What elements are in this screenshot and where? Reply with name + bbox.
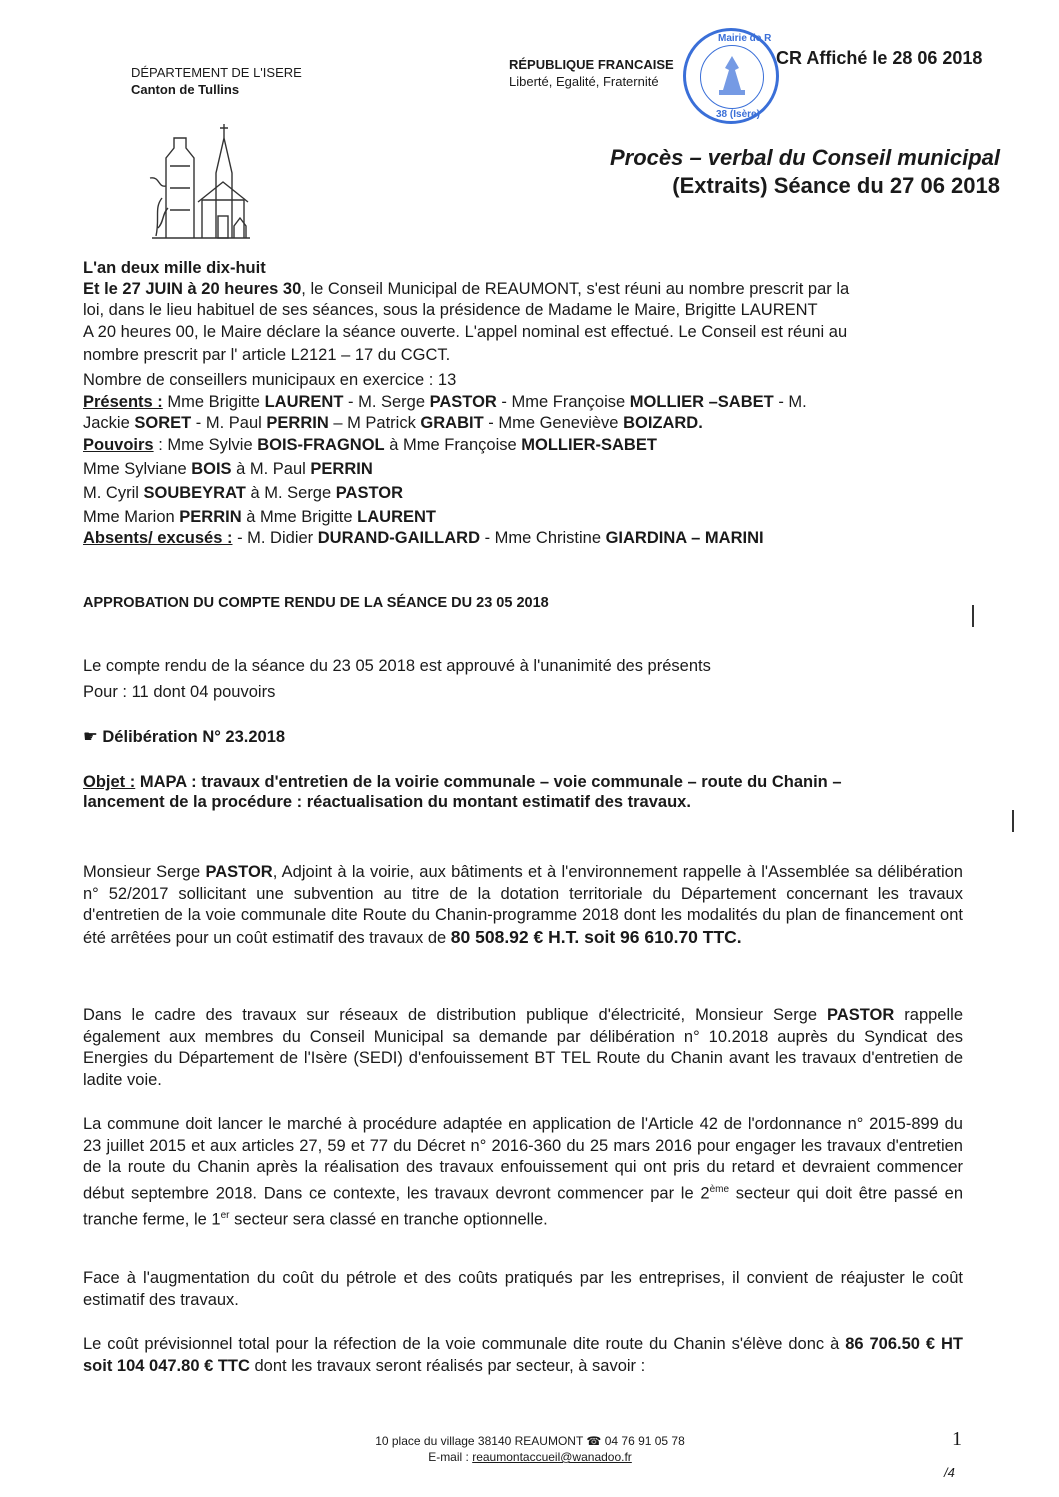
presents-text: Jackie: [83, 414, 135, 432]
presents-text: - Mme Geneviève: [483, 414, 624, 432]
presents-name: SORET: [134, 414, 192, 432]
pouvoirs-text: à Mme Françoise: [384, 436, 522, 454]
department-header: [131, 64, 302, 98]
presents-name: PERRIN: [266, 414, 329, 432]
page-total: /4: [944, 1465, 955, 1480]
body-amount: 86 706.50 € HT soit 104 047.80 € TTC: [83, 1335, 963, 1375]
footer-email-line: [340, 1449, 720, 1465]
body-amount: 80 508.92 € H.T. soit 96 610.70 TTC.: [450, 926, 742, 947]
republic-motto: Liberté, Egalité, Fraternité: [509, 74, 659, 89]
page-number: 1: [952, 1428, 962, 1450]
objet-line-2: lancement de la procédure : réactualisation du montant estimatif des travaux.: [83, 793, 691, 811]
body-paragraph-1: [83, 862, 963, 949]
body-text: Monsieur Serge: [83, 863, 206, 881]
stamp-bottom-text: 38 (Isère): [716, 109, 760, 120]
presents-name: LAURENT: [264, 393, 344, 411]
pouvoirs-name: PERRIN: [310, 460, 373, 478]
presents-name: MOLLIER –SABET: [629, 393, 774, 411]
stamp-top-text: Mairie de R: [718, 33, 772, 44]
body-paragraph-5: [83, 1334, 963, 1377]
absents-line: [83, 528, 764, 548]
footer-address-line: [340, 1433, 720, 1449]
body-text: Le coût prévisionnel total pour la réfection de la voie communale dite route du Chanin s'élève donc à: [83, 1335, 846, 1353]
body-paragraph-2: [83, 1005, 963, 1091]
intro-line-5: nombre prescrit par l' article L2121 – 17 du CGCT.: [83, 346, 451, 364]
margin-bar: [1012, 810, 1014, 832]
body-text: secteur sera classé en tranche optionnelle.: [229, 1210, 548, 1228]
absents-name: DURAND-GAILLARD: [317, 529, 480, 547]
pouvoirs-text: : Mme Sylvie: [153, 436, 258, 454]
intro-line-3: loi, dans le lieu habituel de ses séances, sous la présidence de Madame le Maire, Brigitte LAURENT: [83, 301, 818, 319]
republic-header: [509, 56, 674, 90]
body-paragraph-3: [83, 1114, 963, 1231]
pouvoirs-text: M. Cyril: [83, 484, 144, 502]
objet-text-1: MAPA : travaux d'entretien de la voirie communale – voie communale – route du Chanin –: [135, 773, 842, 791]
department-name: DÉPARTEMENT DE L'ISERE: [131, 65, 302, 80]
body-paragraph-4: Face à l'augmentation du coût du pétrole et des coûts pratiqués par les entreprises, il convient de réajuster le coût estimatif des travaux.: [83, 1269, 963, 1309]
pouvoirs-line-3: [83, 483, 403, 503]
body-text: secteur qui doit être passé en tranche ferme, le 1: [83, 1184, 963, 1228]
body-text: La commune doit lancer le marché à procédure adaptée en application de l'Article 42 de l'ordonnance n° 2015-899 du 23 juillet 2015 et aux articles 27, 59 et 77 du Décret n° 2016-360 du 25 mars 2016 pour engager les travaux d'entretien de la route du Chanin après la réalisation des travaux enfouissement qui ont pris du retard et devraient commencer début septembre 2018. Dans ce contexte, les travaux devront commencer par le 2: [83, 1115, 963, 1202]
deliberation-title-row: [83, 727, 285, 747]
pouvoirs-text: Mme Marion: [83, 508, 180, 526]
presents-text: - Mme Françoise: [496, 393, 630, 411]
pouvoirs-line-4: [83, 507, 436, 527]
pouvoirs-line-1: [83, 435, 657, 455]
presents-text: – M Patrick: [328, 414, 421, 432]
stamp-inner-ring: [700, 45, 764, 109]
approbation-heading: APPROBATION DU COMPTE RENDU DE LA SÉANCE DU 23 05 2018: [83, 595, 549, 611]
body-superscript: ème: [709, 1183, 730, 1195]
pouvoirs-text: à Mme Brigitte: [241, 508, 358, 526]
pouvoirs-name: SOUBEYRAT: [143, 484, 246, 502]
footer-email-label: E-mail :: [428, 1450, 473, 1464]
pointing-hand-icon: ☛: [83, 728, 98, 746]
footer-phone: 04 76 91 05 78: [601, 1434, 685, 1448]
presents-line-2: [83, 413, 703, 433]
pouvoirs-name: LAURENT: [357, 508, 436, 526]
page-title: [560, 144, 1000, 200]
body-superscript: er: [220, 1209, 230, 1221]
intro-line-2: [83, 279, 849, 299]
pouvoirs-text: à M. Paul: [231, 460, 311, 478]
presents-name: BOIZARD.: [623, 414, 703, 432]
absents-text: - Mme Christine: [479, 529, 606, 547]
deliberation-title: Délibération N° 23.2018: [102, 728, 286, 746]
objet-label: Objet :: [83, 773, 136, 791]
body-name: PASTOR: [205, 863, 273, 881]
mairie-stamp-icon: [683, 28, 779, 124]
objet-line-1: [83, 772, 842, 792]
body-text: , Adjoint à la voirie, aux bâtiments et à l'environnement rappelle à l'Assemblée sa délibération n° 52/2017 sollicitant une subvention au titre de la dotation territoriale du Département concernant les travaux d'entretien de la voie communale dite Route du Chanin-programme 2018 dont les modalités du plan de financement ont été arrêtées pour un coût estimatif des travaux de: [83, 863, 963, 947]
presents-label: Présents :: [83, 393, 163, 411]
pouvoirs-name: BOIS: [191, 460, 232, 478]
pouvoirs-line-2: [83, 459, 373, 479]
footer-email[interactable]: reaumontaccueil@wanadoo.fr: [472, 1450, 632, 1464]
margin-bar: [972, 605, 974, 627]
footer-address: 10 place du village 38140 REAUMONT: [375, 1434, 584, 1448]
village-church-logo-icon: [146, 118, 254, 251]
body-text: dont les travaux seront réalisés par secteur, à savoir :: [249, 1356, 646, 1375]
body-text: rappelle également aux membres du Conseil Municipal sa demande par délibération n° 10.2018 auprès du Syndicat des Energies du Département de l'Isère (SEDI) d'enfouissement BT TEL Route du Chanin avant les travaux d'entretien de ladite voie.: [83, 1006, 963, 1089]
intro-date-time: Et le 27 JUIN à 20 heures 30: [83, 280, 302, 298]
intro-line-4: A 20 heures 00, le Maire déclare la séance ouverte. L'appel nominal est effectué. Le Conseil est réuni au: [83, 323, 848, 341]
pouvoirs-text: Mme Sylviane: [83, 460, 192, 478]
pouvoirs-text: à M. Serge: [245, 484, 336, 502]
absents-label: Absents/ excusés :: [83, 529, 233, 547]
presents-text: Mme Brigitte: [162, 393, 265, 411]
body-text: Dans le cadre des travaux sur réseaux de distribution publique d'électricité, Monsieur Serge: [83, 1006, 828, 1024]
pouvoirs-name: BOIS-FRAGNOL: [257, 436, 385, 454]
canton-name: Canton de Tullins: [131, 82, 240, 97]
presents-name: GRABIT: [420, 414, 484, 432]
intro-line-6: Nombre de conseillers municipaux en exercice : 13: [83, 371, 457, 389]
presents-text: - M.: [773, 393, 807, 411]
intro-year: L'an deux mille dix-huit: [83, 259, 266, 277]
presents-name: PASTOR: [429, 393, 497, 411]
body-name: PASTOR: [827, 1006, 895, 1024]
absents-name: GIARDINA – MARINI: [605, 529, 764, 547]
republic-name: RÉPUBLIQUE FRANCAISE: [509, 57, 674, 72]
stamp-figure-icon: [701, 46, 763, 108]
posted-date: CR Affiché le 28 06 2018: [776, 48, 983, 68]
page-title-line1: Procès – verbal du Conseil municipal: [609, 145, 1000, 170]
presents-text: - M. Serge: [343, 393, 430, 411]
approbation-line-1: Le compte rendu de la séance du 23 05 2018 est approuvé à l'unanimité des présents: [83, 657, 711, 675]
page-title-line2: (Extraits) Séance du 27 06 2018: [672, 173, 1000, 198]
pouvoirs-name: PERRIN: [179, 508, 242, 526]
approbation-line-2: Pour : 11 dont 04 pouvoirs: [83, 683, 276, 701]
pouvoirs-name: MOLLIER-SABET: [521, 436, 657, 454]
absents-text: - M. Didier: [232, 529, 318, 547]
presents-line-1: [83, 392, 807, 412]
footer: [340, 1433, 720, 1465]
intro-line-2-text: , le Conseil Municipal de REAUMONT, s'est réuni au nombre prescrit par la: [301, 280, 850, 298]
presents-text: - M. Paul: [191, 414, 267, 432]
phone-icon: ☎: [586, 1434, 602, 1448]
pouvoirs-name: PASTOR: [335, 484, 403, 502]
pouvoirs-label: Pouvoirs: [83, 436, 154, 454]
